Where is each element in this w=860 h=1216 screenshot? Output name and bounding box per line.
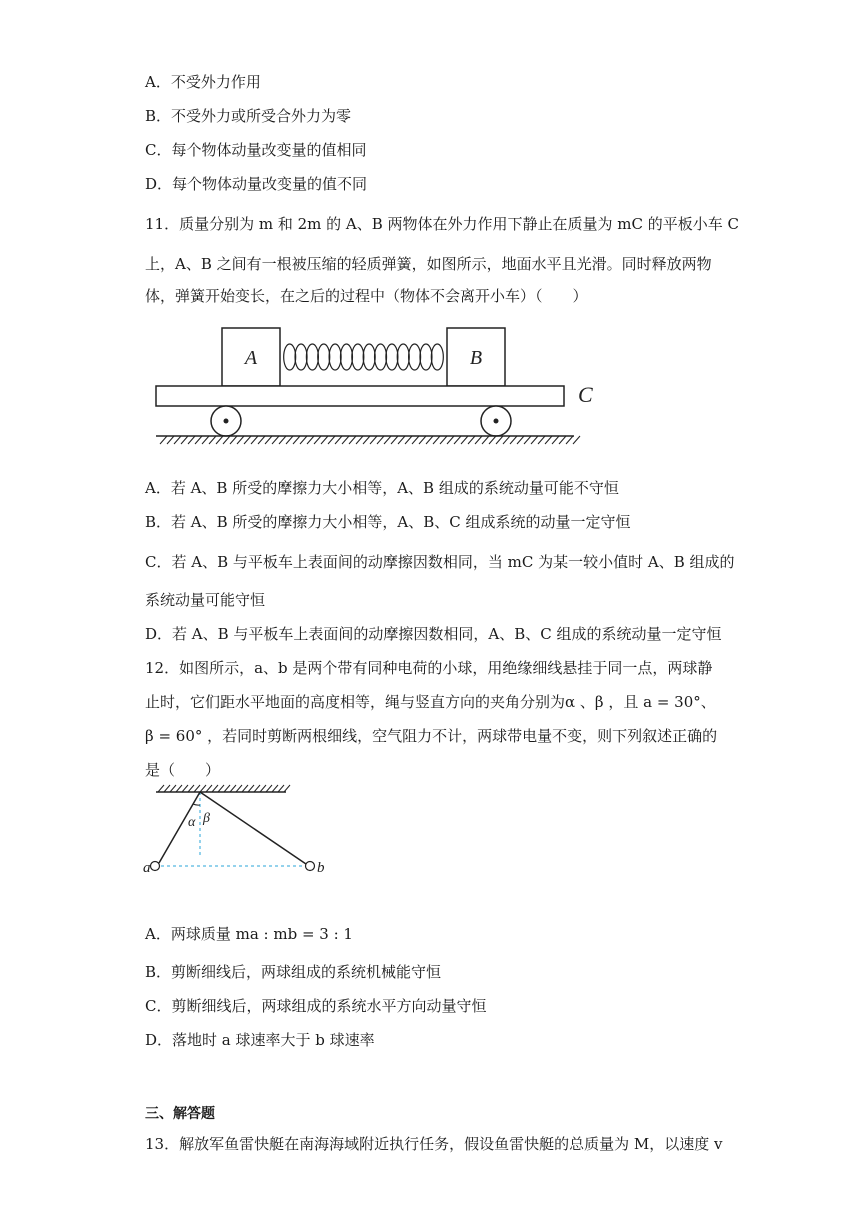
ball-a — [151, 862, 160, 871]
block-a-label: A — [244, 347, 258, 369]
q12-stem-line-3: β = 60° ，若同时剪断两根细线，空气阻力不计，两球带电量不变，则下列叙述正确的 — [145, 727, 718, 745]
ground-hatch — [160, 436, 580, 444]
q11-option-d: D．若 A、B 与平板车上表面间的动摩擦因数相同，A、B、C 组成的系统动量一定守恒 — [145, 625, 722, 643]
q10-option-d: D．每个物体动量改变量的值不同 — [145, 175, 368, 193]
q11-option-c-line-2: 系统动量可能守恒 — [145, 591, 266, 609]
spring — [284, 344, 444, 370]
q11-figure — [150, 322, 610, 452]
q11-stem-line-2: 上，A、B 之间有一根被压缩的轻质弹簧，如图所示，地面水平且光滑。同时释放两物 — [145, 255, 712, 273]
q11-option-c-line-1: C．若 A、B 与平板车上表面间的动摩擦因数相同，当 mC 为某一较小值时 A、B 组成的 — [145, 553, 735, 571]
q11-stem-line-3: 体，弹簧开始变长，在之后的过程中（物体不会离开小车）（ ） — [145, 287, 588, 305]
q12-stem-line-4: 是（ ） — [145, 761, 221, 779]
q12-option-a: A．两球质量 ma : mb = 3 : 1 — [145, 925, 353, 943]
ball-a-label: a — [143, 860, 151, 876]
q12-option-b: B．剪断细线后，两球组成的系统机械能守恒 — [145, 963, 442, 981]
ball-b-label: b — [317, 860, 325, 876]
q12-option-d: D．落地时 a 球速率大于 b 球速率 — [145, 1031, 375, 1049]
angle-arc — [193, 804, 200, 805]
q12-option-c: C．剪断细线后，两球组成的系统水平方向动量守恒 — [145, 997, 487, 1015]
alpha-label: α — [188, 815, 196, 830]
section-title: 三、解答题 — [145, 1106, 215, 1122]
beta-label: β — [203, 811, 210, 826]
block-b-label: B — [469, 347, 483, 369]
thread-b — [200, 792, 306, 864]
q13-stem-line-1: 13．解放军鱼雷快艇在南海海域附近执行任务，假设鱼雷快艇的总质量为 M，以速度 v — [145, 1135, 723, 1153]
q12-stem-line-1: 12．如图所示，a、b 是两个带有同种电荷的小球，用绝缘细线悬挂于同一点，两球静 — [145, 659, 713, 677]
q10-option-b: B．不受外力或所受合外力为零 — [145, 107, 352, 125]
q11-stem-line-1: 11．质量分别为 m 和 2m 的 A、B 两物体在外力作用下静止在质量为 mC 的平板小车 C — [145, 215, 740, 233]
q11-option-a: A．若 A、B 所受的摩擦力大小相等，A、B 组成的系统动量可能不守恒 — [145, 479, 619, 497]
ceiling-hatch — [158, 785, 290, 792]
cart-plate — [156, 386, 564, 406]
q10-option-a: A．不受外力作用 — [145, 73, 261, 91]
q11-option-b: B．若 A、B 所受的摩擦力大小相等，A、B、C 组成系统的动量一定守恒 — [145, 513, 631, 531]
q12-stem-line-2: 止时，它们距水平地面的高度相等，绳与竖直方向的夹角分别为α 、β ，且 a = 30°、 — [145, 693, 716, 711]
q12-figure — [140, 782, 340, 882]
ball-b — [306, 862, 315, 871]
cart-label: C — [578, 382, 593, 407]
q10-option-c: C．每个物体动量改变量的值相同 — [145, 141, 367, 159]
